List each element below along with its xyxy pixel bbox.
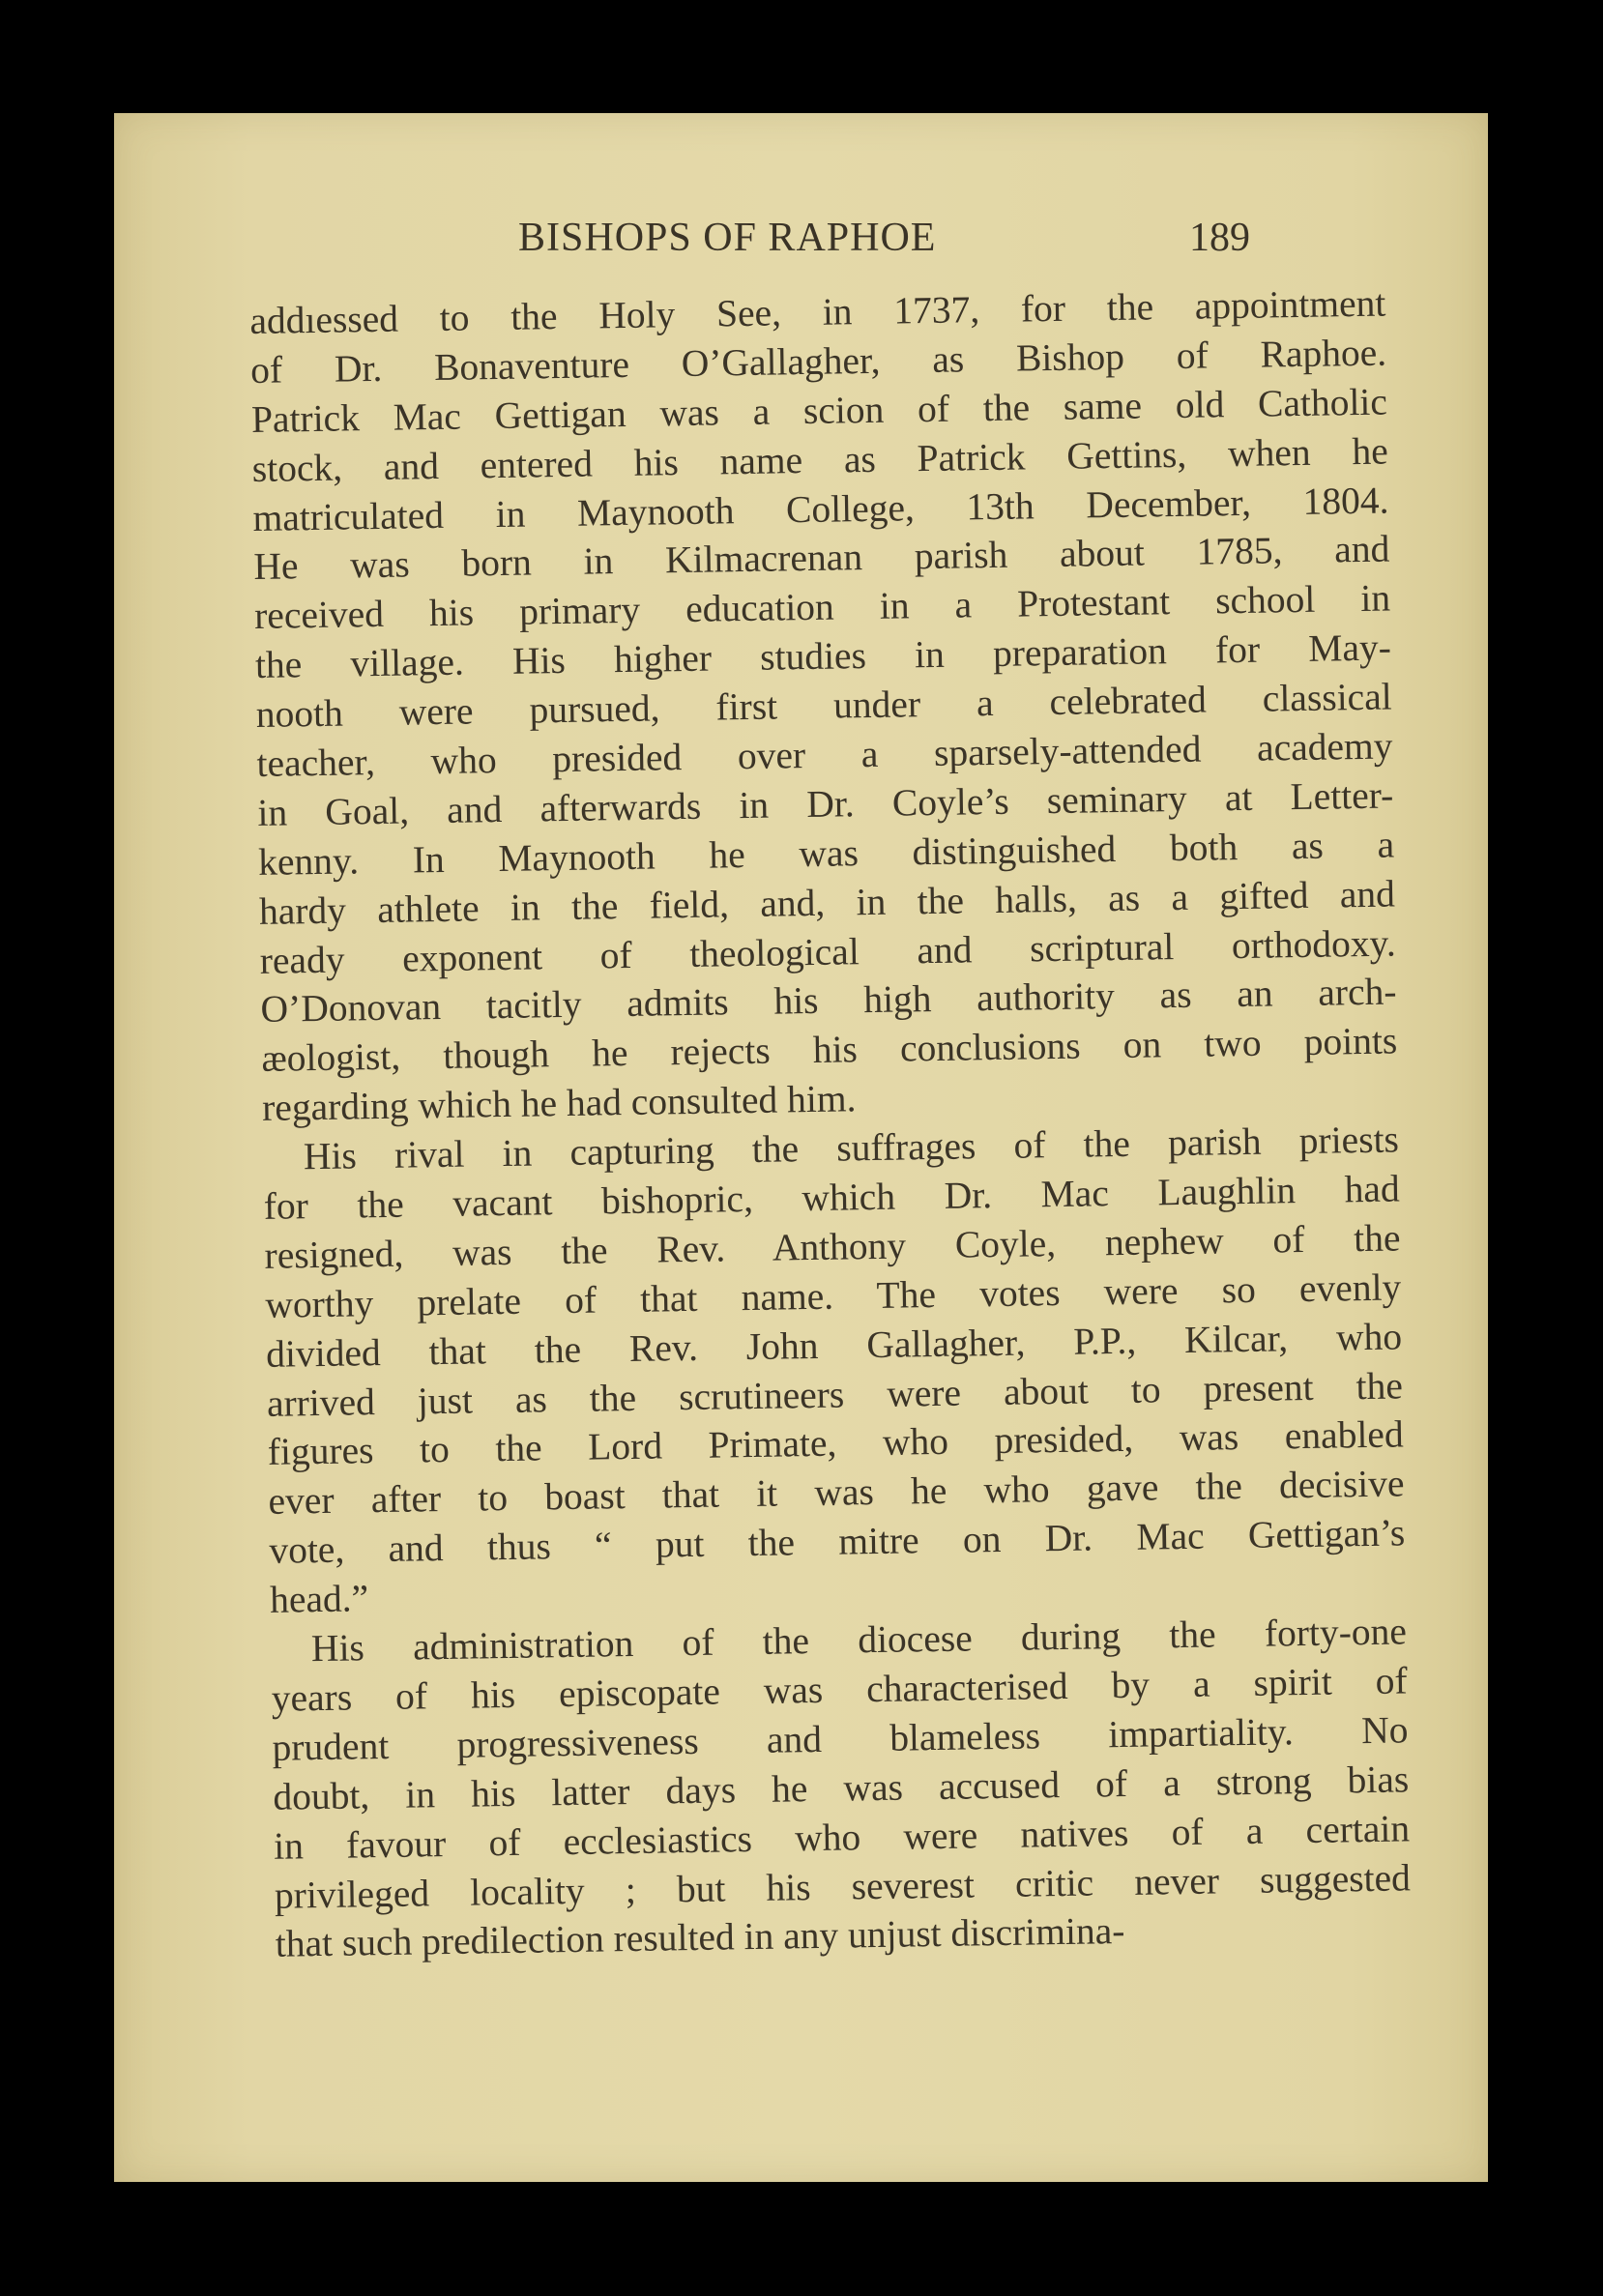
book-page	[114, 113, 1488, 2182]
text-line: received his primary education in a Protestant school in	[253, 576, 1391, 638]
text-line: years of his episcopate was characterised by a spirit of	[271, 1659, 1408, 1720]
text-line: in favour of ecclesiastics who were natives of a certain	[273, 1806, 1411, 1868]
text-line: worthy prelate of that name. The votes were so evenly	[265, 1265, 1402, 1326]
text-line: head.”	[269, 1577, 369, 1621]
text-line: ready exponent of theological and scriptural orthodoxy.	[259, 921, 1396, 982]
text-line: prudent progressiveness and blameless impartiality. No	[272, 1708, 1409, 1769]
text-line: regarding which he had consulted him.	[261, 1077, 857, 1130]
text-line: æologist, though he rejects his conclusions on two points	[261, 1019, 1398, 1081]
text-line: vote, and thus “ put the mitre on Dr. Mac Gettigan’s	[269, 1511, 1406, 1573]
paragraph	[271, 1607, 1412, 1969]
text-line: figures to the Lord Primate, who presided, was enabled	[267, 1412, 1404, 1474]
text-line: the village. His higher studies in preparation for May-	[254, 625, 1392, 687]
text-line: privileged locality ; but his severest critic never suggested	[274, 1855, 1412, 1917]
text-line: Patrick Mac Gettigan was a scion of the same old Catholic	[250, 380, 1388, 441]
page-header	[114, 215, 1488, 273]
text-line: doubt, in his latter days he was accused of a strong bias	[273, 1758, 1410, 1818]
running-title: BISHOPS OF RAPHOE	[518, 216, 937, 260]
text-line: divided that the Rev. John Gallagher, P.P., Kilcar, who	[265, 1315, 1403, 1376]
text-line: nooth were pursued, first under a celebrated classical	[255, 675, 1392, 737]
text-line: O’Donovan tacitly admits his high authority as an arch-	[260, 970, 1397, 1032]
text-line: kenny. In Maynooth he was distinguished both as a	[257, 823, 1395, 884]
text-line: arrived just as the scrutineers were about to present the	[266, 1363, 1404, 1425]
text-line: matriculated in Maynooth College, 13th December, 1804.	[252, 479, 1389, 539]
text-line: He was born in Kilmacrenan parish about 1785, and	[253, 527, 1390, 589]
paragraph	[249, 279, 1398, 1133]
text-line: in Goal, and afterwards in Dr. Coyle’s seminary at Letter-	[257, 773, 1394, 834]
body-text	[249, 279, 1412, 1970]
text-line: ever after to boast that it was he who gave the decisive	[268, 1462, 1405, 1524]
text-line: resigned, was the Rev. Anthony Coyle, nephew of the	[264, 1216, 1401, 1277]
text-line: of Dr. Bonaventure O’Gallagher, as Bishop of Raphoe.	[249, 331, 1387, 392]
page-number: 189	[1189, 216, 1250, 260]
text-line: addıessed to the Holy See, in 1737, for the appointment	[249, 281, 1386, 342]
paragraph	[263, 1116, 1407, 1625]
text-line: stock, and entered his name as Patrick Gettins, when he	[251, 429, 1388, 490]
text-line: teacher, who presided over a sparsely-attended academy	[256, 724, 1393, 785]
text-line: for the vacant bishopric, which Dr. Mac Laughlin had	[263, 1167, 1400, 1228]
text-line: that such predilection resulted in any unjust discrimina-	[275, 1909, 1125, 1966]
text-line: His administration of the diocese during the forty-one	[310, 1610, 1408, 1671]
text-line: hardy athlete in the field, and, in the halls, as a gifted and	[258, 872, 1396, 933]
text-line: His rival in capturing the suffrages of the parish priests	[303, 1118, 1400, 1178]
